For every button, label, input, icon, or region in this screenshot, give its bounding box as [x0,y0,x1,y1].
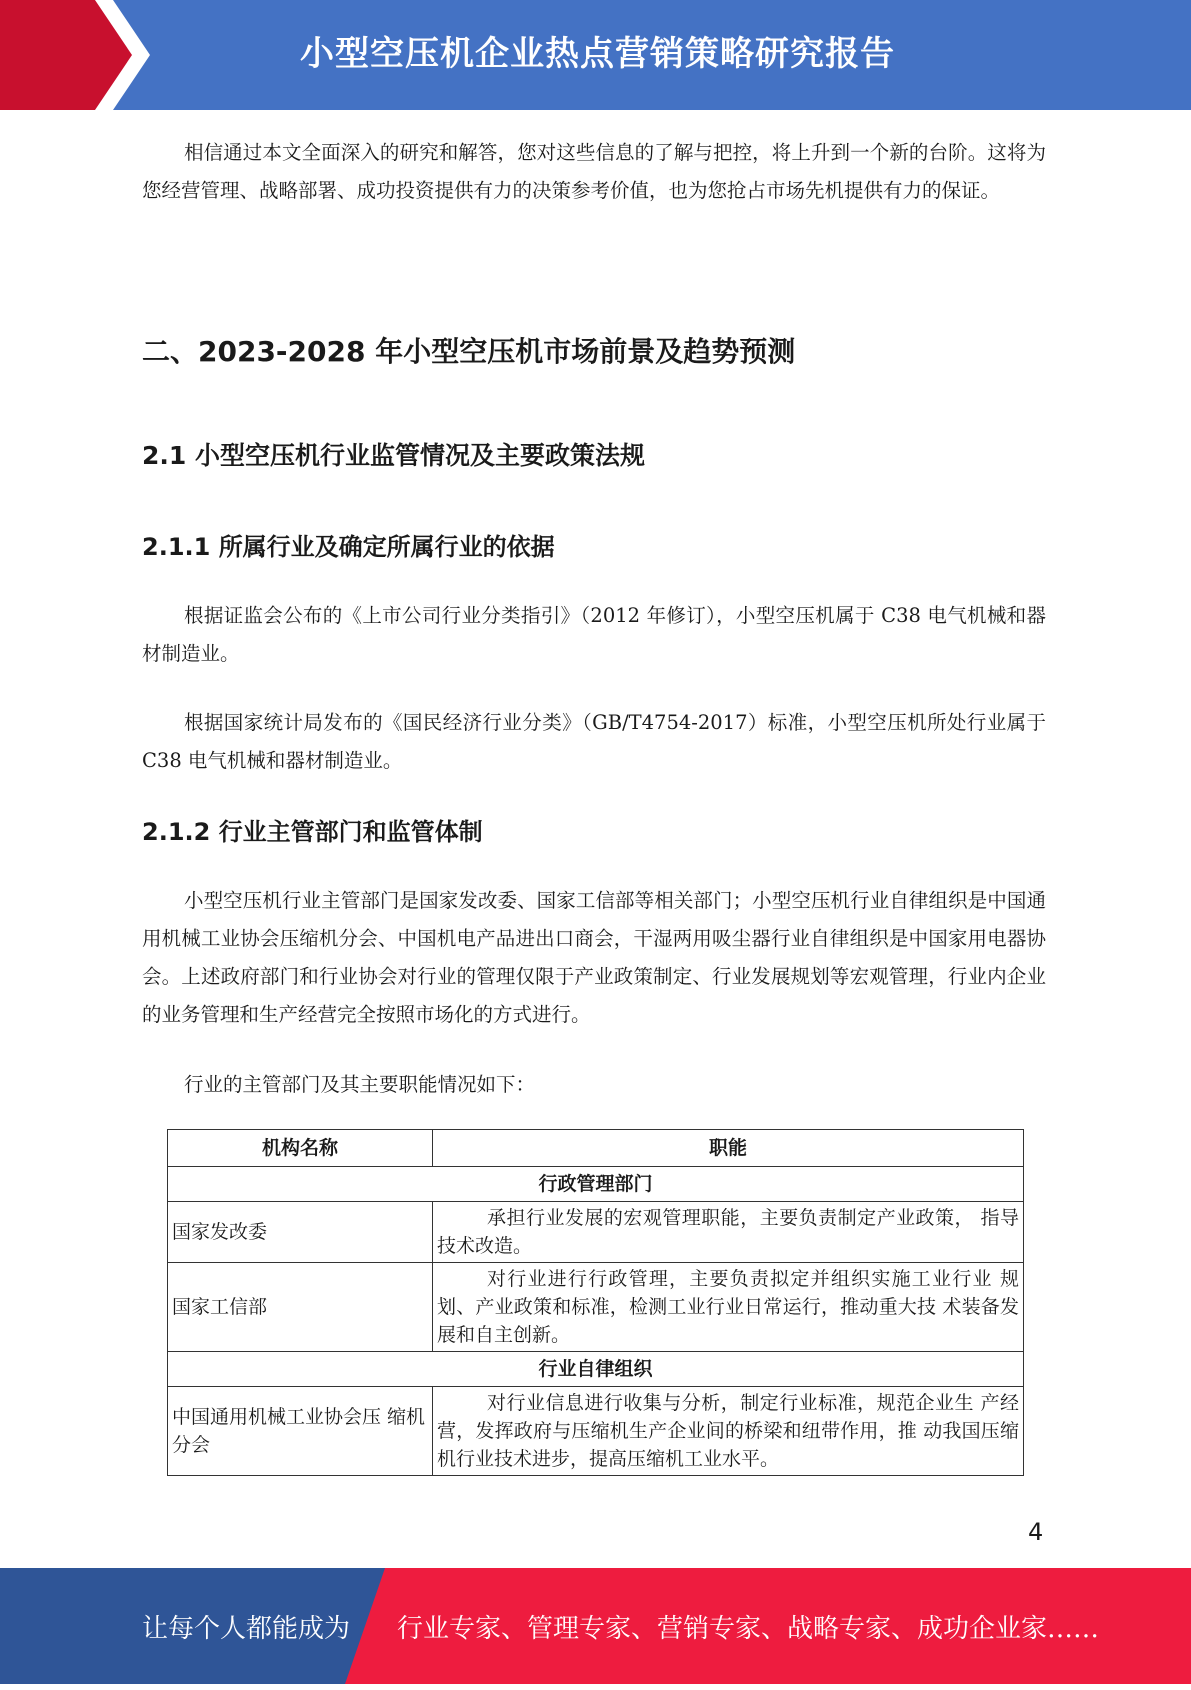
table-header-duty: 职能 [433,1130,1024,1167]
subsection-title: 2.1 小型空压机行业监管情况及主要政策法规 [142,441,645,470]
subsubsection-title-2-1-2: 2.1.2 行业主管部门和监管体制 [142,818,483,846]
table-row [168,1387,1024,1476]
table-cell-duty: 对行业进行行政管理，主要负责拟定并组织实施工业行业 规划、产业政策和标准，检测工业行业日常运行，推动重大技 术装备发展和自主创新。 [433,1263,1024,1352]
paragraph-block-2-1-2 [142,882,1046,1034]
table-cell-org: 国家发改委 [168,1202,433,1263]
paragraph-regulators: 小型空压机行业主管部门是国家发改委、国家工信部等相关部门；小型空压机行业自律组织是中国通用机械工业协会压缩机分会、中国机电产品进出口商会，干湿两用吸尘器行业自律组织是中国家用电器协会。上述政府部门和行业协会对行业的管理仅限于产业政策制定、行业发展规划等宏观管理，行业内企业的业务管理和生产经营完全按照市场化的方式进行。 [142,889,1046,1026]
table-cell-duty: 对行业信息进行收集与分析，制定行业标准，规范企业生 产经营，发挥政府与压缩机生产企业间的桥梁和纽带作用，推 动我国压缩机行业技术进步，提高压缩机工业水平。 [433,1387,1024,1476]
table-header-org: 机构名称 [168,1130,433,1167]
table-row [168,1263,1024,1352]
regulators-table [167,1129,1024,1476]
table-group-row [168,1352,1024,1387]
table-group-admin: 行政管理部门 [168,1167,1024,1202]
table-cell-duty: 承担行业发展的宏观管理职能，主要负责制定产业政策， 指导技术改造。 [433,1202,1024,1263]
header-arrow-decoration [0,0,300,110]
table-group-self-regulatory: 行业自律组织 [168,1352,1024,1387]
table-intro: 行业的主管部门及其主要职能情况如下： [184,1073,536,1096]
table-header-row [168,1130,1024,1167]
table-row [168,1202,1024,1263]
footer-slogan-right: 行业专家、管理专家、营销专家、战略专家、成功企业家…… [397,1614,1100,1644]
paragraph-block-2-1-1-b [142,704,1046,780]
page-number: 4 [1028,1518,1044,1546]
header-banner [0,0,1191,110]
section-title: 二、2023-2028 年小型空压机市场前景及趋势预测 [142,335,796,368]
table-cell-org: 中国通用机械工业协会压 缩机分会 [168,1387,433,1476]
paragraph-nbs-classification: 根据国家统计局发布的《国民经济行业分类》（GB/T4754-2017）标准，小型空压机所处行业属于 C38 电气机械和器材制造业。 [142,711,1046,772]
footer-banner [0,1568,1191,1684]
paragraph-block-2-1-1 [142,597,1046,673]
intro-paragraph: 相信通过本文全面深入的研究和解答，您对这些信息的了解与把控，将上升到一个新的台阶。这将为您经营管理、战略部署、成功投资提供有力的决策参考价值，也为您抢占市场先机提供有力的保证。 [142,141,1046,202]
paragraph-csrc-classification: 根据证监会公布的《上市公司行业分类指引》（2012 年修订），小型空压机属于 C38 电气机械和器材制造业。 [142,604,1046,665]
header-red-block [0,0,150,110]
report-title: 小型空压机企业热点营销策略研究报告 [300,34,895,74]
subsubsection-title-2-1-1: 2.1.1 所属行业及确定所属行业的依据 [142,533,555,561]
footer-slogan-left: 让每个人都能成为 [142,1614,351,1644]
table-cell-org: 国家工信部 [168,1263,433,1352]
table-group-row [168,1167,1024,1202]
table-intro-block [142,1066,1046,1104]
intro-section [142,134,1046,210]
